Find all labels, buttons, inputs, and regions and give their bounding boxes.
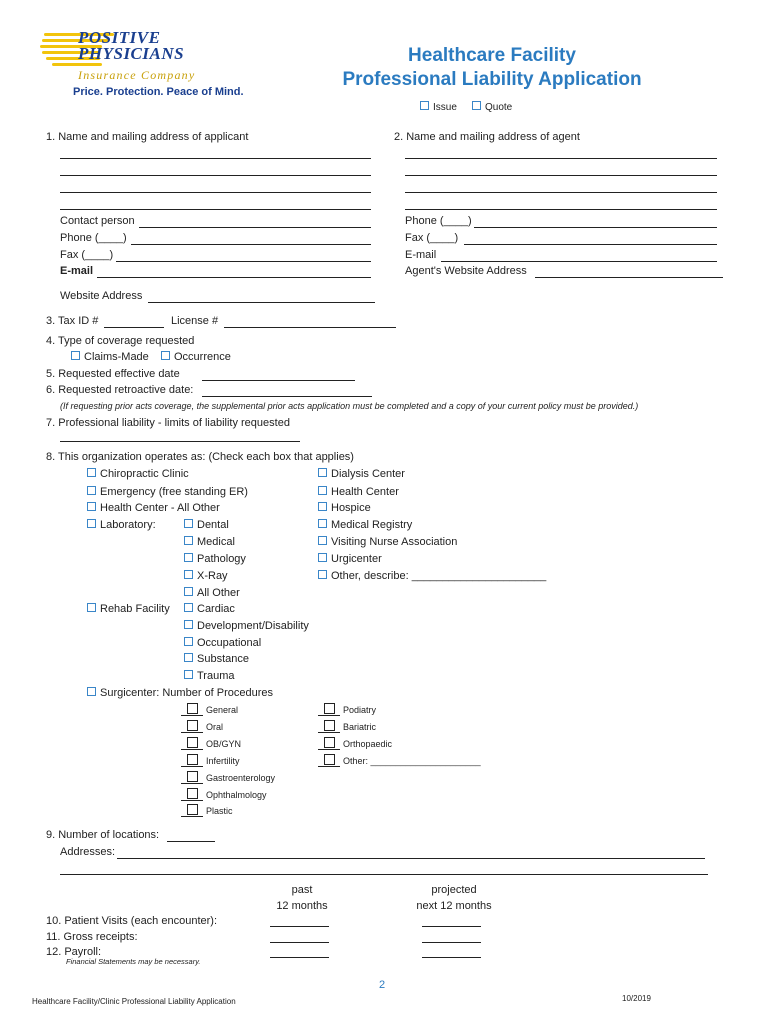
applicant-phone-label: Phone (____) [60,232,127,244]
rehab-substance[interactable]: Substance [184,653,249,665]
option-dialysis[interactable]: Dialysis Center [318,468,405,480]
checkbox-icon[interactable] [87,519,96,528]
issue-option[interactable]: Issue [420,101,457,113]
proc-oral[interactable]: Oral [181,720,223,733]
agent-fax-field[interactable] [464,244,717,245]
agent-website-label: Agent's Website Address [405,265,527,277]
checkbox-icon[interactable] [87,486,96,495]
proc-bariatric[interactable]: Bariatric [318,720,376,733]
applicant-fax-label: Fax (____) [60,249,114,261]
proc-gastro[interactable]: Gastroenterology [181,771,275,784]
payroll-projected-field[interactable] [422,957,481,958]
checkbox-icon[interactable] [318,536,327,545]
checkbox-icon[interactable] [324,703,335,714]
checkbox-icon[interactable] [184,670,193,679]
checkbox-icon[interactable] [184,536,193,545]
checkbox-icon[interactable] [324,720,335,731]
checkbox-icon[interactable] [87,687,96,696]
projected-header-2: next 12 months [416,900,492,912]
applicant-email-label: E-mail [60,265,94,277]
proc-infertility[interactable]: Infertility [181,754,240,767]
tax-id-label: 3. Tax ID # [46,315,99,327]
q9-label: 9. Number of locations: [46,829,160,841]
applicant-address-line[interactable] [60,158,371,159]
proc-obgyn[interactable]: OB/GYN [181,737,241,750]
applicant-email-field[interactable] [97,277,371,278]
row-gross-receipts: 11. Gross receipts: [46,931,138,943]
rehab-development[interactable]: Development/Disability [184,620,309,632]
payroll-past-field[interactable] [270,957,329,958]
page-number: 2 [379,979,386,991]
logo-tagline: Price. Protection. Peace of Mind. [73,86,244,98]
checkbox-icon[interactable] [187,720,198,731]
financial-note: Financial Statements may be necessary. [66,957,201,966]
lab-all-other[interactable]: All Other [184,587,240,599]
quote-option[interactable]: Quote [472,101,512,113]
checkbox-icon[interactable] [318,570,327,579]
proc-ophthalmology[interactable]: Ophthalmology [181,788,267,801]
checkbox-icon[interactable] [420,101,429,110]
checkbox-icon[interactable] [87,502,96,511]
agent-address-line[interactable] [405,158,717,159]
agent-address-line[interactable] [405,175,717,176]
proc-plastic[interactable]: Plastic [181,804,233,817]
license-field[interactable] [224,327,396,328]
checkbox-icon[interactable] [318,553,327,562]
tax-id-field[interactable] [104,327,164,328]
q7-label: 7. Professional liability - limits of liability requested [46,417,290,429]
past-header-2: 12 months [276,900,328,912]
agent-website-field[interactable] [535,277,723,278]
addresses-field-2[interactable] [60,874,708,875]
checkbox-icon[interactable] [71,351,80,360]
applicant-address-line[interactable] [60,192,371,193]
checkbox-icon[interactable] [184,653,193,662]
gross-receipts-projected-field[interactable] [422,942,481,943]
patient-visits-projected-field[interactable] [422,926,481,927]
checkbox-icon[interactable] [324,754,335,765]
checkbox-icon[interactable] [318,502,327,511]
proc-orthopaedic[interactable]: Orthopaedic [318,737,392,750]
lab-medical[interactable]: Medical [184,536,235,548]
website-field[interactable] [148,302,375,303]
q5-label: 5. Requested effective date [46,368,180,380]
proc-podiatry[interactable]: Podiatry [318,703,376,716]
checkbox-icon[interactable] [187,737,198,748]
effective-date-field[interactable] [202,380,355,381]
proc-general[interactable]: General [181,703,238,716]
checkbox-icon[interactable] [87,468,96,477]
checkbox-icon[interactable] [318,486,327,495]
checkbox-icon[interactable] [318,519,327,528]
option-other[interactable]: Other, describe: ______________________ [318,570,546,582]
rehab-trauma[interactable]: Trauma [184,670,235,682]
option-laboratory[interactable]: Laboratory: [87,519,156,531]
option-visiting-nurse[interactable]: Visiting Nurse Association [318,536,457,548]
agent-phone-label: Phone (____) [405,215,472,227]
option-emergency[interactable]: Emergency (free standing ER) [87,486,248,498]
option-health-center[interactable]: Health Center [318,486,399,498]
checkbox-icon[interactable] [187,771,198,782]
page-title-line1: Healthcare Facility [408,45,576,66]
agent-address-line[interactable] [405,209,717,210]
q4-label: 4. Type of coverage requested [46,335,195,347]
q8-label: 8. This organization operates as: (Check each box that applies) [46,451,354,463]
rehab-occupational[interactable]: Occupational [184,637,261,649]
locations-field[interactable] [167,841,215,842]
q6-label: 6. Requested retroactive date: [46,384,194,396]
q2-label: 2. Name and mailing address of agent [394,131,580,143]
q1-label: 1. Name and mailing address of applicant [46,131,249,143]
agent-phone-field[interactable] [474,227,717,228]
checkbox-icon[interactable] [184,603,193,612]
q6-note: (If requesting prior acts coverage, the supplemental prior acts application must be completed and a copy of your current policy must be provided.) [60,401,639,411]
checkbox-icon[interactable] [187,788,198,799]
retroactive-date-field[interactable] [202,396,372,397]
applicant-address-line[interactable] [60,175,371,176]
website-label: Website Address [60,290,143,302]
agent-fax-label: Fax (____) [405,232,459,244]
projected-header-1: projected [431,884,477,896]
row-patient-visits: 10. Patient Visits (each encounter): [46,915,218,927]
checkbox-icon[interactable] [87,603,96,612]
option-surgicenter[interactable]: Surgicenter: Number of Procedures [87,687,273,699]
footer-form-name: Healthcare Facility/Clinic Professional Liability Application [32,997,236,1006]
applicant-fax-field[interactable] [116,261,371,262]
logo-line1: POSITIVE [78,28,161,47]
option-urgicenter[interactable]: Urgicenter [318,553,382,565]
page-title-line2: Professional Liability Application [342,69,642,90]
addresses-field[interactable] [117,858,705,859]
lab-pathology[interactable]: Pathology [184,553,246,565]
lab-xray[interactable]: X-Ray [184,570,228,582]
rehab-cardiac[interactable]: Cardiac [184,603,235,615]
footer-date: 10/2019 [622,994,651,1003]
checkbox-icon[interactable] [187,804,198,815]
option-medical-registry[interactable]: Medical Registry [318,519,412,531]
logo-line3: Insurance Company [78,68,196,82]
applicant-phone-field[interactable] [131,244,371,245]
agent-email-field[interactable] [441,261,717,262]
checkbox-icon[interactable] [184,620,193,629]
option-health-center-other[interactable]: Health Center - All Other [87,502,220,514]
addresses-label: Addresses: [60,846,116,858]
agent-address-line[interactable] [405,192,717,193]
patient-visits-past-field[interactable] [270,926,329,927]
lab-dental[interactable]: Dental [184,519,229,531]
option-hospice[interactable]: Hospice [318,502,371,514]
license-label: License # [171,315,219,327]
checkbox-icon[interactable] [472,101,481,110]
checkbox-icon[interactable] [184,570,193,579]
checkbox-icon[interactable] [184,553,193,562]
row-payroll: 12. Payroll: [46,946,102,958]
option-rehab[interactable]: Rehab Facility [87,603,170,615]
option-chiropractic[interactable]: Chiropractic Clinic [87,468,189,480]
checkbox-icon[interactable] [184,637,193,646]
gross-receipts-past-field[interactable] [270,942,329,943]
checkbox-icon[interactable] [324,737,335,748]
occurrence-option[interactable]: Occurrence [161,351,231,363]
agent-email-label: E-mail [405,249,437,261]
applicant-address-line[interactable] [60,209,371,210]
checkbox-icon[interactable] [187,703,198,714]
logo-line2: PHYSICIANS [78,44,185,63]
checkbox-icon[interactable] [184,519,193,528]
contact-person-field[interactable] [139,227,371,228]
contact-person-label: Contact person [60,215,135,227]
checkbox-icon[interactable] [187,754,198,765]
claims-made-option[interactable]: Claims-Made [71,351,149,363]
past-header-1: past [291,884,313,896]
proc-other[interactable]: Other: ______________________ [318,754,481,767]
checkbox-icon[interactable] [318,468,327,477]
limits-field[interactable] [60,441,300,442]
checkbox-icon[interactable] [161,351,170,360]
checkbox-icon[interactable] [184,587,193,596]
